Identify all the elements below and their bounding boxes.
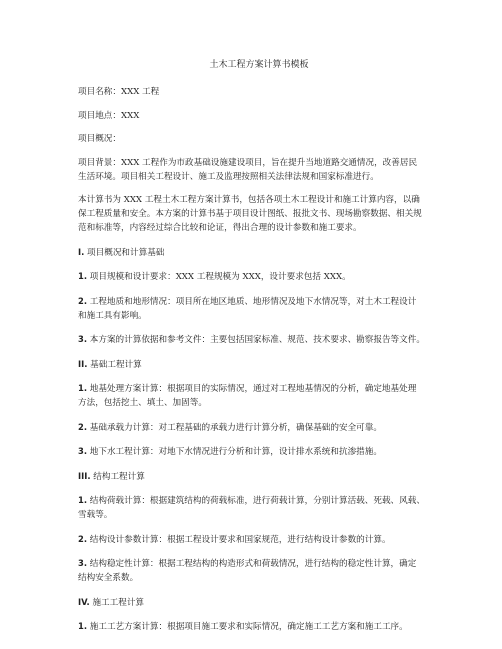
section-title: 基础工程计算 bbox=[90, 359, 142, 370]
section-title: 施工工程计算 bbox=[92, 597, 145, 608]
item-text: 和施工具有影响。 bbox=[78, 310, 147, 321]
intro-line: 本计算书为 XXX 工程土木工程方案计算书，包括各项土木工程设计和施工计算内容，以确 bbox=[78, 195, 420, 205]
item-text: 施工工艺方案计算：根据项目施工要求和实际情况，确定施工工艺方案和施工工序。 bbox=[89, 622, 408, 632]
item-text: 地下水工程计算：对地下水情况进行分析和计算，设计排水系统和抗渗措施。 bbox=[89, 447, 382, 457]
section-title: 结构工程计算 bbox=[93, 471, 145, 482]
item-number: 3. bbox=[78, 446, 88, 456]
item-text: 工程地质和地形情况：项目所在地区地质、地形情况及地下水情况等，对土木工程设计 bbox=[89, 296, 417, 307]
item-text: 地基处理方案计算：根据项目的实际情况，通过对工程地基情况的分析，确定地基处理 bbox=[89, 384, 417, 394]
list-item bbox=[78, 556, 440, 585]
list-item bbox=[78, 294, 440, 323]
list-item bbox=[78, 493, 440, 522]
section-number: IV. bbox=[78, 596, 90, 607]
document-title: 土木工程方案计算书模板 bbox=[209, 60, 309, 70]
list-item bbox=[78, 444, 440, 459]
project-name: 项目名称：XXX 工程 bbox=[78, 87, 160, 97]
item-number: 2. bbox=[78, 533, 88, 544]
item-text: 本方案的计算依据和参考文件：主要包括国家标准、规范、技术要求、勘察报告等文件。 bbox=[89, 335, 425, 345]
intro-line: 保工程质量和安全。本方案的计算书基于项目设计图纸、报批文书、现场勘察数据、相关规 bbox=[78, 209, 422, 219]
item-number: 3. bbox=[78, 558, 88, 568]
item-text: 方法，包括挖土、填土、加固等。 bbox=[78, 398, 207, 408]
list-item bbox=[78, 420, 440, 435]
list-item bbox=[78, 269, 440, 284]
background-paragraph bbox=[78, 156, 440, 184]
item-number: 3. bbox=[78, 334, 88, 344]
list-item bbox=[78, 332, 440, 347]
item-text: 结构稳定性计算：根据工程结构的构造形式和荷载情况，进行结构的稳定性计算，确定 bbox=[89, 559, 417, 569]
project-overview-label: 项目概况： bbox=[78, 134, 121, 144]
item-text: 结构荷载计算：根据建筑结构的荷载标准，进行荷载计算，分别计算活载、死载、风载、 bbox=[89, 496, 425, 506]
section-heading bbox=[78, 469, 440, 484]
item-text: 基础承载力计算：对工程基础的承载力进行计算分析，确保基础的安全可靠。 bbox=[89, 422, 382, 433]
item-text: 结构设计参数计算：根据工程设计要求和国家规范，进行结构设计参数的计算。 bbox=[89, 534, 391, 545]
item-text: 雪载等。 bbox=[78, 510, 113, 520]
item-number: 1. bbox=[78, 271, 88, 281]
item-number: 1. bbox=[78, 495, 88, 505]
project-location: 项目地点：XXX bbox=[78, 110, 140, 121]
section-number: I. bbox=[78, 246, 85, 257]
item-text: 结构安全系数。 bbox=[78, 573, 139, 583]
section-heading bbox=[78, 357, 440, 372]
intro-paragraph bbox=[78, 193, 440, 235]
intro-line: 范和标准等，内容经过综合比较和论证，得出合理的设计参数和施工要求。 bbox=[78, 223, 362, 233]
item-number: 2. bbox=[78, 421, 88, 432]
item-number: 1. bbox=[78, 621, 88, 631]
background-line: 生活环境。项目相关工程设计、施工及监理按照相关法律法规和国家标准进行。 bbox=[78, 171, 379, 182]
section-heading bbox=[78, 245, 440, 260]
list-item bbox=[78, 532, 440, 547]
list-item bbox=[78, 619, 440, 634]
section-number: II. bbox=[78, 358, 88, 369]
item-number: 1. bbox=[78, 383, 88, 393]
item-text: 项目规模和设计要求：XXX 工程规模为 XXX，设计要求包括 XXX。 bbox=[89, 272, 351, 282]
section-heading bbox=[78, 595, 440, 610]
section-title: 项目概况和计算基础 bbox=[87, 247, 165, 258]
list-item bbox=[78, 381, 440, 410]
background-line: 项目背景：XXX 工程作为市政基础设施建设项目，旨在提升当地道路交通情况，改善居民 bbox=[78, 157, 418, 168]
item-number: 2. bbox=[78, 295, 88, 306]
section-number: III. bbox=[78, 470, 91, 481]
